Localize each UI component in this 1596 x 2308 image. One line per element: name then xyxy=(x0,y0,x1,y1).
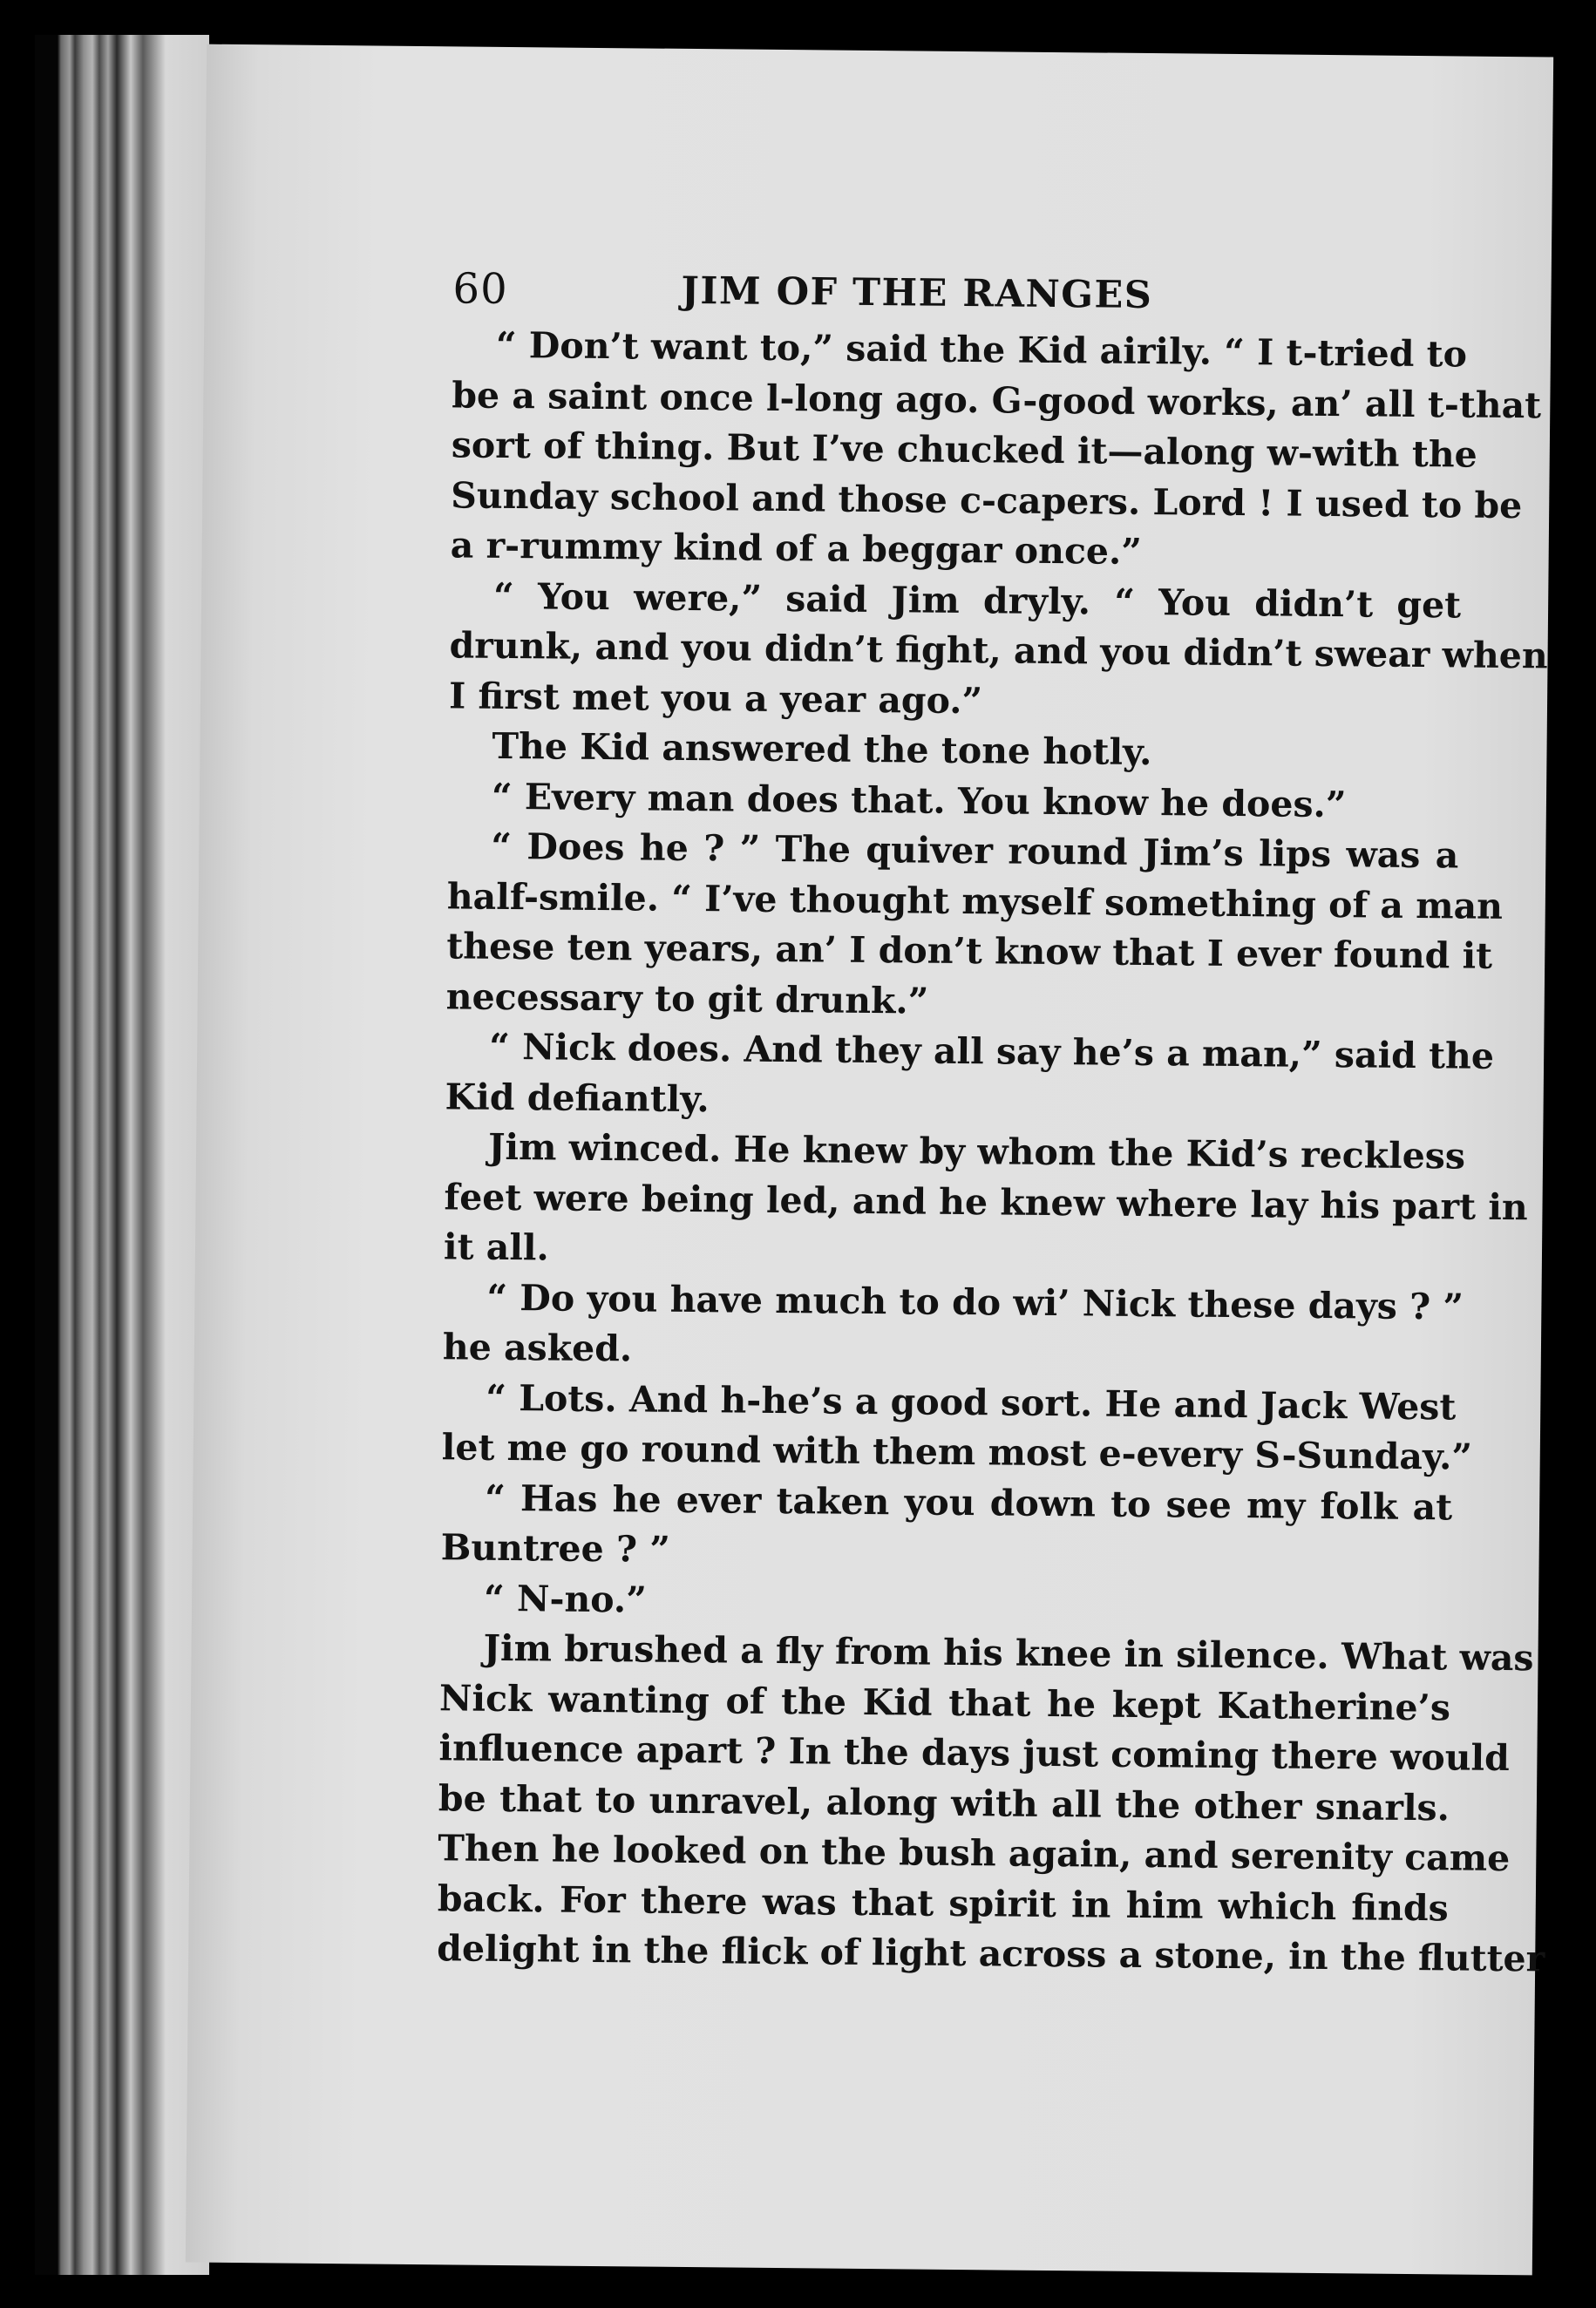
text-line: “ Don’t want to,” said the Kid airily. “ I t-tried to xyxy=(495,323,1468,376)
text-line: be a saint once l-long ago. G-good works, an’ all t-that xyxy=(452,373,1542,426)
text-line: “ Every man does that. You know he does.” xyxy=(491,775,1347,825)
text-line: Jim winced. He knew by whom the Kid’s reckless xyxy=(487,1125,1466,1178)
text-line: “ You were,” said Jim dryly. “ You didn’t get xyxy=(492,574,1462,626)
text-line: back. For there was that spirit in him which finds xyxy=(437,1877,1450,1929)
text-line: Then he looked on the bush again, and serenity came xyxy=(438,1827,1511,1880)
text-line: these ten years, an’ I don’t know that I ever found it xyxy=(446,925,1493,977)
text-line: The Kid answered the tone hotly. xyxy=(492,724,1152,774)
text-line: influence apart ? In the days just coming there would xyxy=(438,1727,1511,1780)
paragraph xyxy=(440,1473,1452,1583)
text-line: delight in the flick of light across a stone, in the flutter xyxy=(437,1927,1545,1980)
text-line: drunk, and you didn’t fight, and you didn’t swear when xyxy=(449,624,1548,677)
paragraph xyxy=(445,1022,1495,1131)
paragraph xyxy=(442,1273,1464,1382)
text-line: Jim brushed a fly from his knee in silence. What was xyxy=(483,1626,1534,1680)
paragraph xyxy=(443,1122,1528,1282)
text-line: “ Does he ? ” The quiver round Jim’s lips was a xyxy=(491,825,1459,877)
text-line: “ Do you have much to do wi’ Nick these days ? ” xyxy=(486,1276,1464,1328)
book-page xyxy=(186,44,1553,2276)
book-binding-edge xyxy=(35,35,209,2275)
text-line: half-smile. “ I’ve thought myself something of a man xyxy=(446,874,1504,927)
text-line: Nick wanting of the Kid that he kept Katherine’s xyxy=(438,1676,1451,1728)
text-line: necessary to git drunk.” xyxy=(445,974,929,1022)
text-line: “ Has he ever taken you down to see my folk at xyxy=(485,1476,1453,1528)
text-line: Buntree ? ” xyxy=(440,1526,671,1571)
text-line: he asked. xyxy=(442,1326,633,1370)
paragraph xyxy=(448,721,1459,781)
text-line: I first met you a year ago.” xyxy=(448,674,983,722)
text-line: “ N-no.” xyxy=(483,1577,648,1621)
page-header xyxy=(452,264,1464,329)
paragraph xyxy=(450,320,1542,580)
text-line: be that to unravel, along with all the other snarls. xyxy=(438,1776,1450,1829)
text-line: sort of thing. But I’ve chucked it—along w-with the xyxy=(451,424,1477,476)
text-line: let me go round with them most e-every S-Sunday.” xyxy=(441,1426,1473,1478)
text-line: feet were being led, and he knew where lay his part in xyxy=(444,1175,1528,1228)
page-text-block xyxy=(437,264,1548,1984)
text-line: Sunday school and those c-capers. Lord ! I used to be xyxy=(451,473,1523,526)
paragraph xyxy=(448,571,1548,731)
paragraph xyxy=(445,821,1504,1031)
running-title: JIM OF THE RANGES xyxy=(681,268,1153,318)
text-line: “ Lots. And h-he’s a good sort. He and Jack West xyxy=(486,1376,1457,1428)
text-line: Kid defiantly. xyxy=(445,1075,710,1120)
page-number: 60 xyxy=(452,264,508,314)
text-line: it all. xyxy=(443,1225,550,1269)
text-line: “ Nick does. And they all say he’s a man,” said the xyxy=(488,1025,1495,1077)
paragraph xyxy=(437,1623,1545,1984)
body-text xyxy=(437,320,1548,1984)
text-line: a r-rummy kind of a beggar once.” xyxy=(450,524,1143,573)
paragraph xyxy=(441,1373,1473,1483)
